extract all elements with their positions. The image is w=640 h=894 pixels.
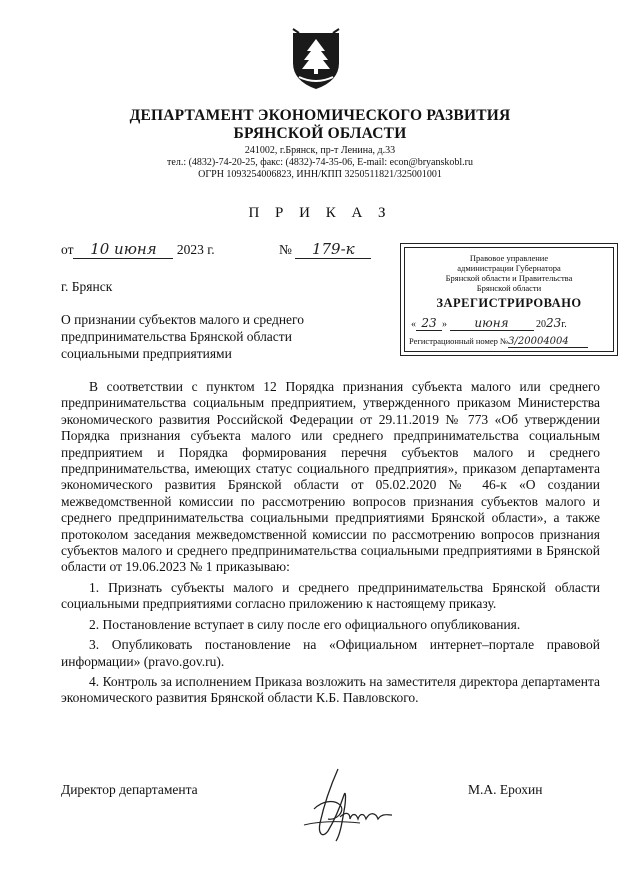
stamp-line1: Правовое управление (469, 253, 549, 263)
subject-line2: предпринимательства Брянской области (61, 329, 292, 344)
signature-icon (300, 765, 395, 845)
number-handwritten: 179-к (295, 241, 371, 259)
stamp-reg-label: Регистрационный номер № (409, 336, 509, 346)
coat-of-arms-emblem (289, 27, 343, 91)
subject-line1: О признании субъектов малого и среднего (61, 312, 304, 327)
stamp-date (411, 316, 611, 331)
stamp-line4: Брянской области (476, 283, 542, 293)
order-item-1: 1. Признать субъекты малого и среднего предпринимательства Брянской области социальными предприятиями согласно приложению к настоящему приказу. (61, 579, 600, 612)
department-ogrn: ОГРН 1093254006823, ИНН/КПП 3250511821/325001001 (198, 169, 442, 180)
stamp-registered: ЗАРЕГИСТРИРОВАНО (436, 296, 582, 310)
stamp-year-suffix: г. (561, 319, 567, 330)
registration-stamp (400, 243, 618, 356)
order-date (61, 241, 215, 259)
stamp-line2: администрации Губернатора (457, 263, 561, 273)
stamp-reg-number (409, 336, 588, 348)
stamp-reg-value: 3/20004004 (508, 336, 588, 348)
stamp-quote-open: « (411, 319, 416, 330)
stamp-date-month: июня (450, 316, 534, 331)
order-body (61, 379, 600, 707)
preamble-paragraph: В соответствии с пунктом 12 Порядка признания субъекта малого или среднего предпринимательства социальным предприятием, утвержденного приказом Министерства экономического развития Российской Федерации от 29.11.2019 № 773 «Об утверждении Порядка признания субъекта малого или среднего предпринимательства социальным предприятием и Порядка формирования перечня субъектов малого и среднего предпринимательства, имеющих статус социального предприятия», приказом департамента экономического развития Брянской области от 05.02.2020 № 46-к «О создании межведомственной комиссии по рассмотрению вопросов признания субъектов малого и среднего предпринимательства социальными предприятиями Брянской области», а также протоколом заседания межведомственной комиссии по рассмотрению вопросов признания субъектов малого и среднего предпринимательства социальными предприятиями в Брянской области от 19.06.2023 № 1 приказываю: (61, 379, 600, 575)
department-address: 241002, г.Брянск, пр-т Ленина, д.33 (244, 145, 396, 156)
stamp-date-day: 23 (416, 316, 442, 331)
department-name-line1: ДЕПАРТАМЕНТ ЭКОНОМИЧЕСКОГО РАЗВИТИЯ (129, 107, 511, 124)
order-item-4: 4. Контроль за исполнением Приказа возложить на заместителя директора департамента экономического развития Брянской области К.Б. Павловского. (61, 673, 600, 706)
stamp-year-prefix: 20 (536, 319, 546, 330)
subject-line3: социальными предприятиями (61, 346, 232, 361)
date-suffix: 2023 г. (176, 242, 215, 257)
department-name-line2: БРЯНСКОЙ ОБЛАСТИ (233, 125, 407, 142)
stamp-quote-close: » (442, 319, 447, 330)
city: г. Брянск (61, 279, 113, 294)
order-item-3: 3. Опубликовать постановление на «Официальном интернет–портале правовой информации» (pravo.gov.ru). (61, 637, 600, 669)
number-prefix: № (279, 242, 292, 257)
document-title: П Р И К А З (248, 205, 392, 221)
signer-name: М.А. Ерохин (468, 782, 543, 797)
date-prefix: от (61, 242, 74, 257)
department-contacts: тел.: (4832)-74-20-25, факс: (4832)-74-35-06, E-mail: econ@bryanskobl.ru (167, 157, 473, 168)
stamp-date-year: 23 (546, 316, 562, 330)
order-subject (61, 311, 304, 362)
stamp-line3: Брянской области и Правительства (445, 273, 573, 283)
order-item-2: 2. Постановление вступает в силу после его официального опубликования. (89, 616, 521, 632)
order-number (279, 241, 371, 259)
signer-position: Директор департамента (61, 782, 198, 797)
date-handwritten: 10 июня (73, 241, 173, 259)
